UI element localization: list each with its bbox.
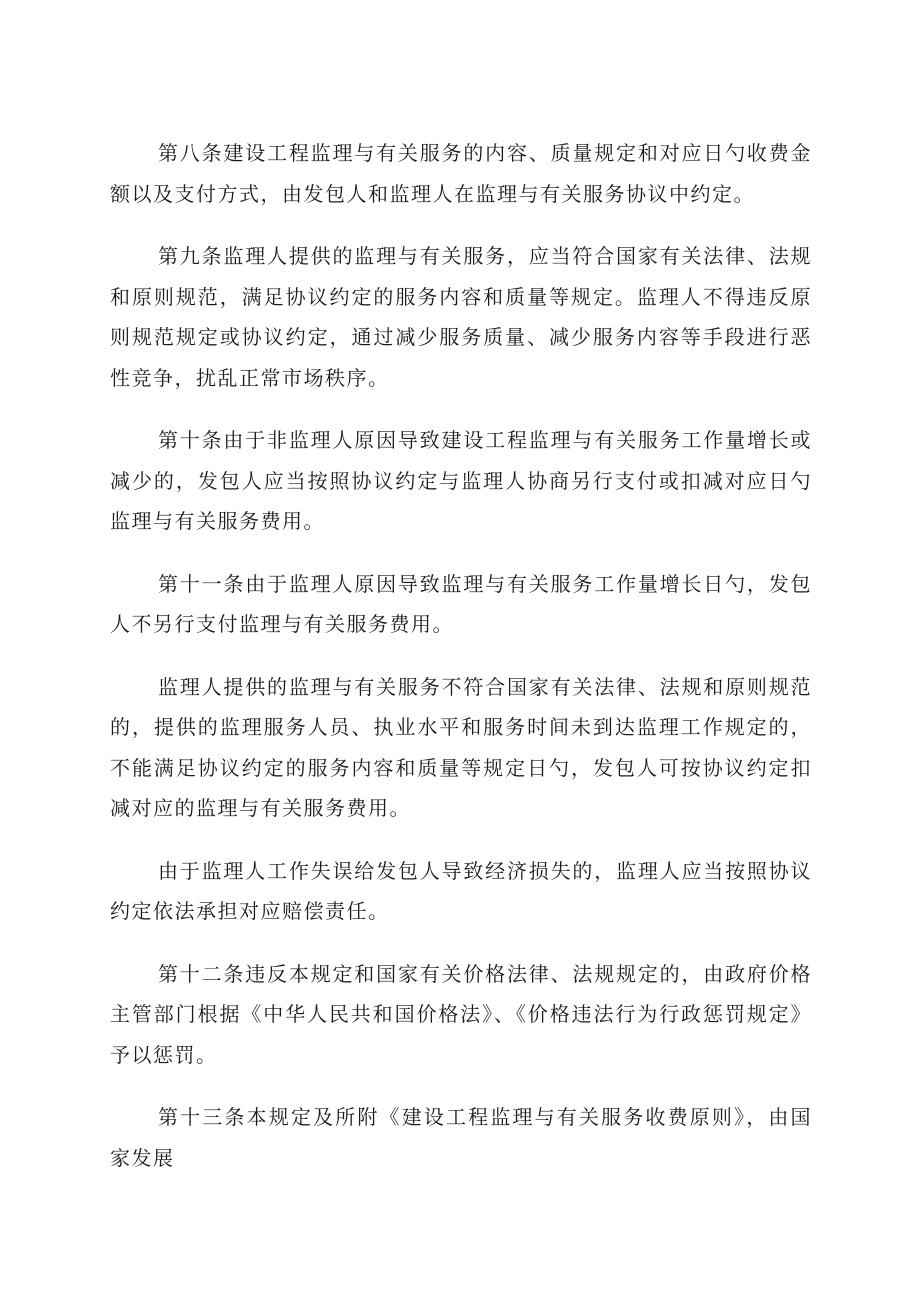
paragraph-article-11: 第十一条由于监理人原因导致监理与有关服务工作量增长日勺，发包人不另行支付监理与有关服务费用。 — [110, 571, 812, 636]
paragraph-article-13: 第十三条本规定及所附《建设工程监理与有关服务收费原则》，由国家发展 — [110, 1105, 812, 1170]
paragraph-article-10: 第十条由于非监理人原因导致建设工程监理与有关服务工作量增长或减少的，发包人应当按照协议约定与监理人协商另行支付或扣减对应日勺监理与有关服务费用。 — [110, 428, 812, 533]
paragraph-liability: 由于监理人工作失误给发包人导致经济损失的，监理人应当按照协议约定依法承担对应赔偿责任。 — [110, 858, 812, 923]
paragraph-article-12: 第十二条违反本规定和国家有关价格法律、法规规定的，由政府价格主管部门根据《中华人民共和国价格法》、《价格违法行为行政惩罚规定》予以惩罚。 — [110, 961, 812, 1067]
paragraph-article-8: 第八条建设工程监理与有关服务的内容、质量规定和对应日勺收费金额以及支付方式，由发包人和监理人在监理与有关服务协议中约定。 — [110, 141, 812, 206]
paragraph-article-9: 第九条监理人提供的监理与有关服务，应当符合国家有关法律、法规和原则规范，满足协议约定的服务内容和质量等规定。监理人不得违反原则规范规定或协议约定，通过减少服务质量、减少服务内容等手段进行恶性竞争，扰乱正常市场秩序。 — [110, 244, 812, 390]
document-page — [110, 133, 812, 1200]
paragraph-service-deficiency: 监理人提供的监理与有关服务不符合国家有关法律、法规和原则规范的，提供的监理服务人员、执业水平和服务时间未到达监理工作规定的，不能满足协议约定的服务内容和质量等规定日勺，发包人可按协议约定扣减对应的监理与有关服务费用。 — [110, 674, 812, 820]
